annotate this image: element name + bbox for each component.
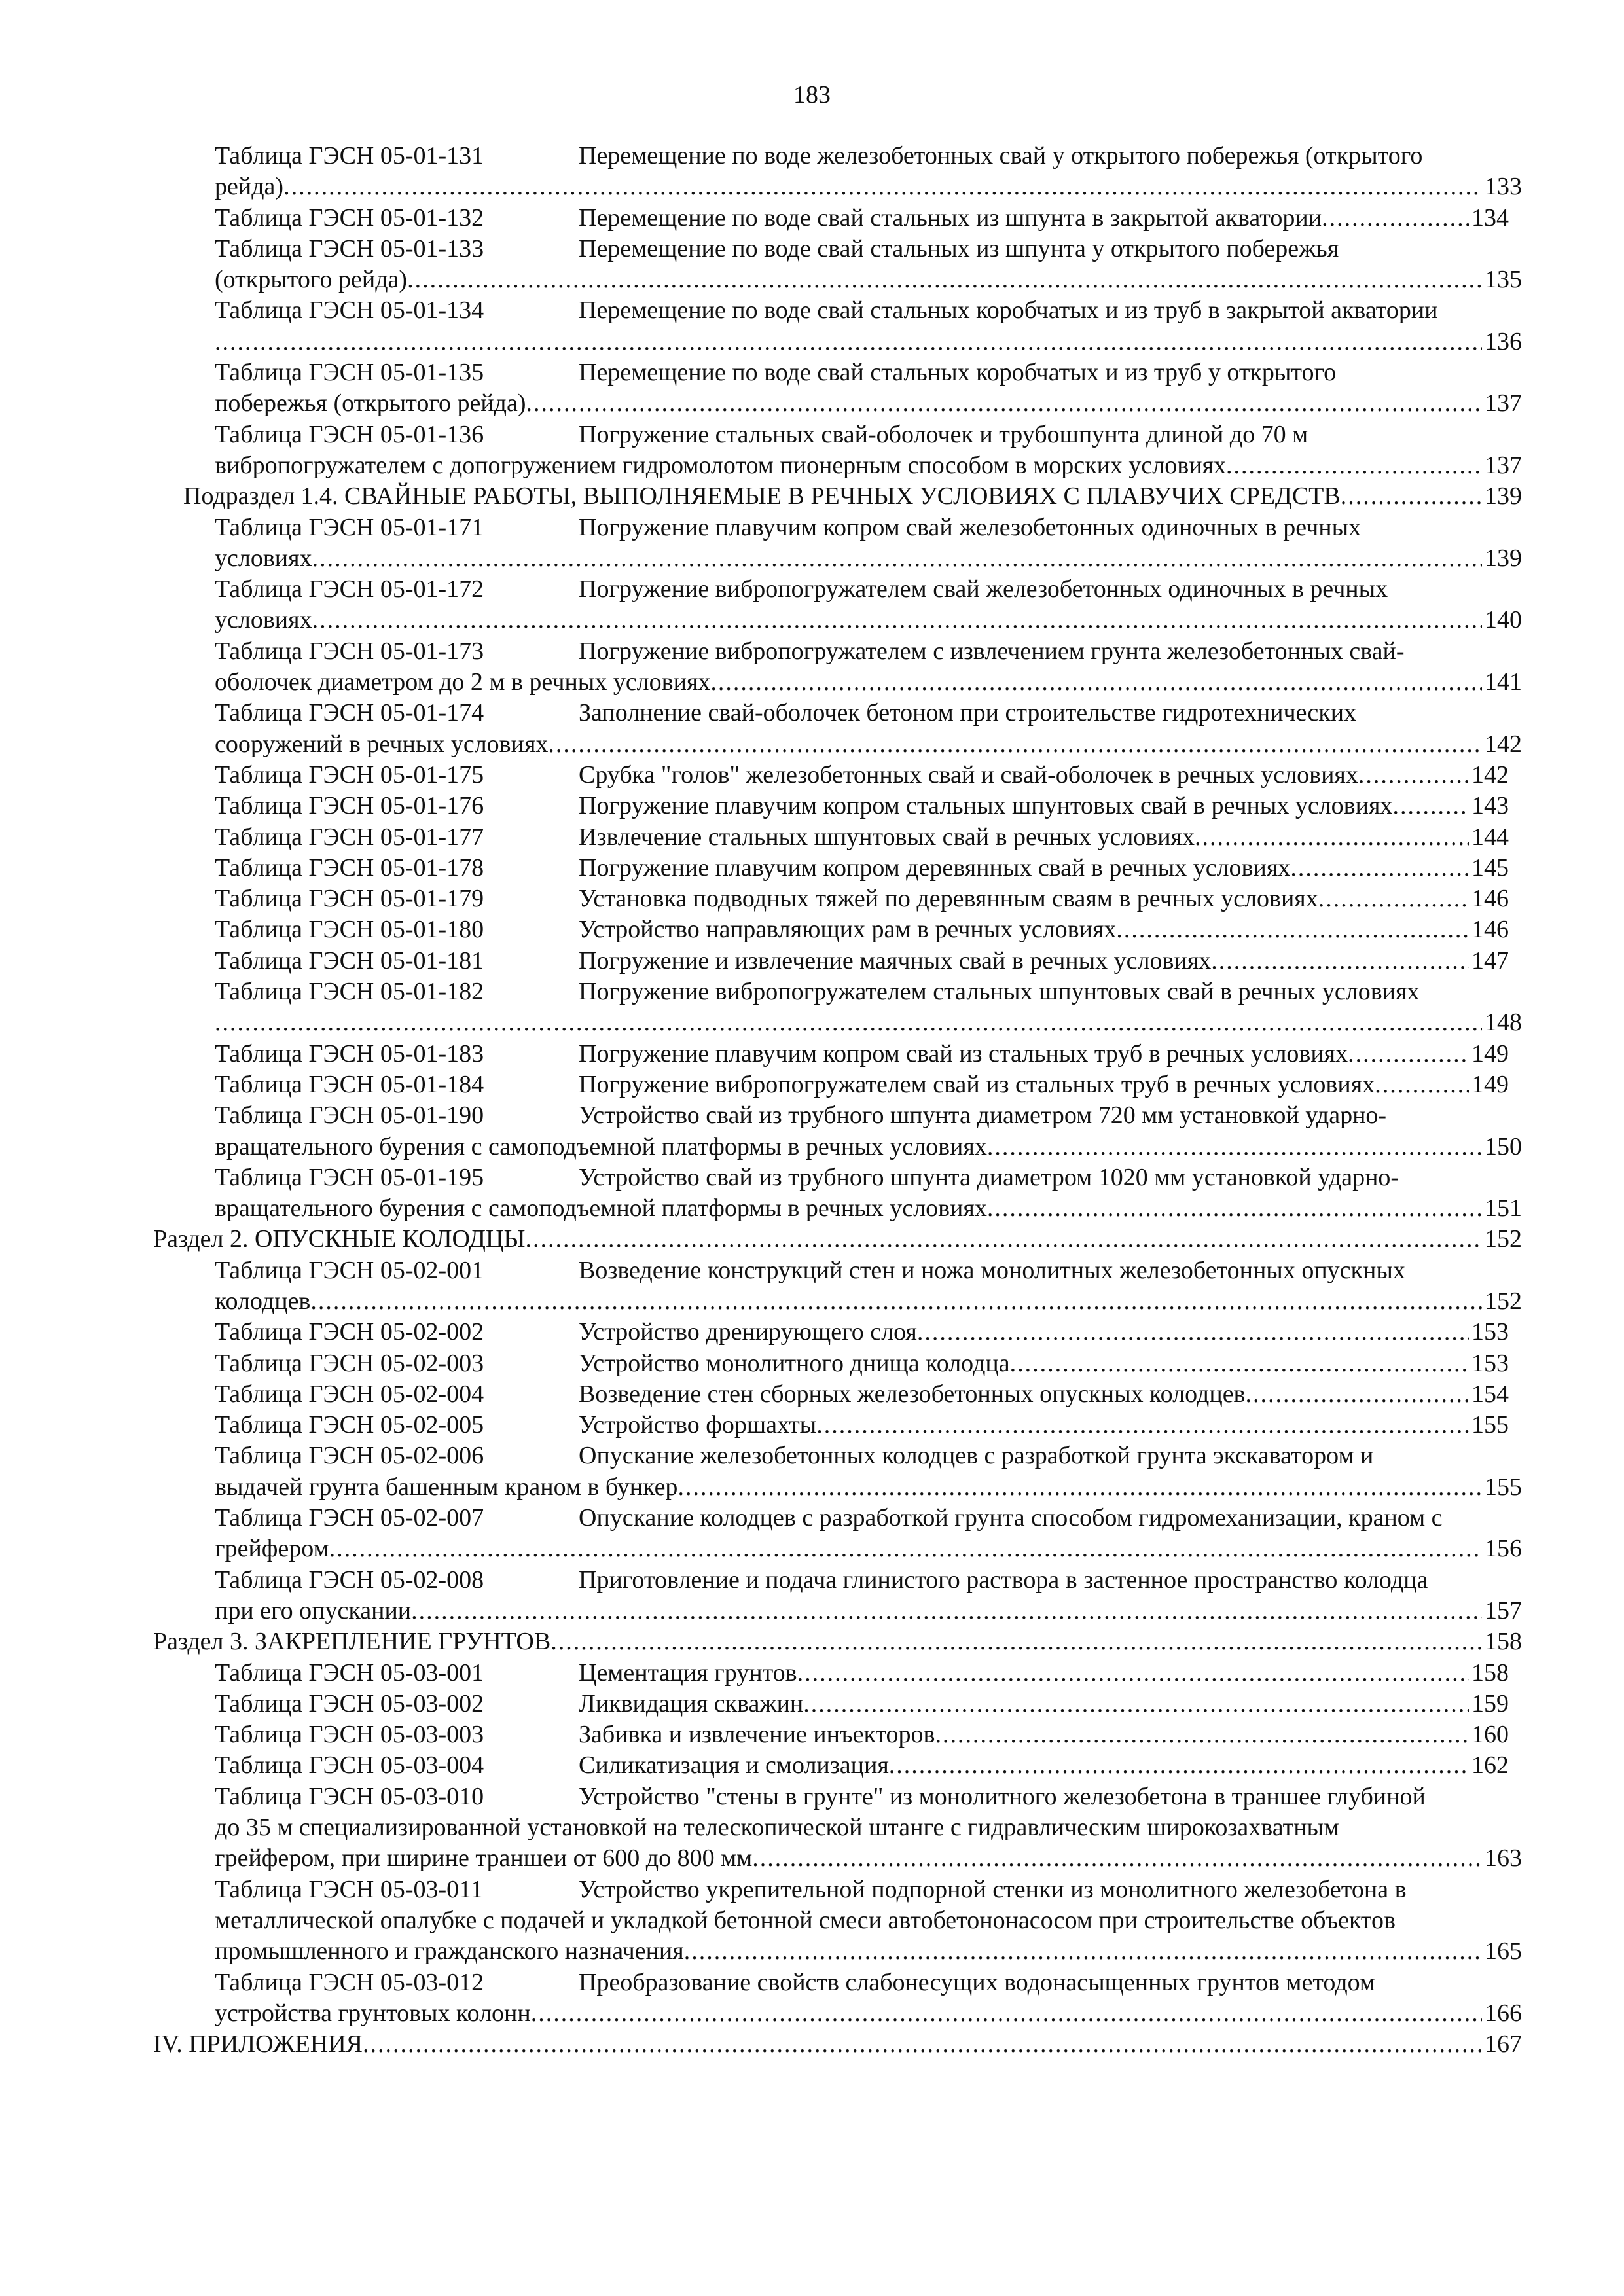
page-ref: 153 — [1471, 1318, 1509, 1346]
page-ref: 153 — [1471, 1349, 1509, 1377]
page-ref: 151 — [1485, 1194, 1522, 1223]
page-ref: 163 — [1485, 1844, 1522, 1873]
page-ref: 156 — [1485, 1535, 1522, 1563]
toc-entry[interactable] — [0, 1967, 1624, 2030]
entry-title: (открытого рейда) — [215, 266, 408, 294]
toc-line — [215, 1007, 1522, 1038]
table-code: Таблица ГЭСН 05-02-003 — [215, 1349, 484, 1377]
toc-line — [215, 171, 1522, 202]
table-code: Таблица ГЭСН 05-02-004 — [215, 1380, 484, 1408]
dot-leader — [917, 1317, 1469, 1348]
entry-title: при его опускании — [215, 1596, 412, 1624]
toc-line — [215, 1441, 1509, 1471]
entry-title: Возведение стен сборных железобетонных опускных колодцев — [579, 1380, 1246, 1408]
toc-line — [215, 914, 1509, 945]
dot-leader — [329, 1534, 1482, 1564]
dot-leader — [710, 667, 1482, 698]
entry-title: Устройство свай из трубного шпунта диаметром 1020 мм установкой ударно- — [579, 1163, 1399, 1191]
page-ref: 135 — [1485, 266, 1522, 294]
table-code: Таблица ГЭСН 05-01-195 — [215, 1163, 484, 1191]
page-ref: 133 — [1485, 173, 1522, 201]
entry-title: Погружение стальных свай-оболочек и трубошпунта длиной до 70 м — [579, 420, 1308, 448]
entry-title: Срубка "голов" железобетонных свай и свай-оболочек в речных условиях — [579, 761, 1358, 789]
toc-line — [215, 1998, 1522, 2029]
toc-line — [215, 388, 1522, 419]
toc-entry[interactable] — [0, 1039, 1624, 1069]
toc-line — [215, 760, 1509, 791]
entry-title: устройства грунтовых колонн — [215, 1999, 531, 2027]
page-ref: 146 — [1471, 916, 1509, 944]
entry-title: Устройство укрепительной подпорной стенки из монолитного железобетона в — [579, 1875, 1407, 1903]
toc-entry[interactable] — [0, 1441, 1624, 1503]
page-ref: 149 — [1471, 1039, 1509, 1067]
page-ref: 142 — [1471, 761, 1509, 789]
dot-leader — [363, 2029, 1482, 2060]
toc-entry[interactable] — [0, 1100, 1624, 1162]
toc-line — [153, 2029, 1522, 2060]
toc-line — [215, 1565, 1509, 1596]
toc-entry[interactable] — [0, 574, 1624, 636]
toc-line — [215, 1286, 1522, 1317]
entry-title: Раздел 2. ОПУСКНЫЕ КОЛОДЦЫ — [153, 1225, 526, 1253]
table-code: Таблица ГЭСН 05-01-177 — [215, 823, 484, 851]
page-ref: 144 — [1471, 823, 1509, 851]
dot-leader — [310, 1286, 1482, 1317]
toc-entry[interactable] — [0, 1782, 1624, 1874]
toc-line — [215, 327, 1522, 357]
page-ref: 155 — [1485, 1473, 1522, 1501]
toc-entry[interactable] — [0, 1719, 1624, 1750]
dot-leader — [1116, 914, 1469, 945]
table-code: Таблица ГЭСН 05-01-175 — [215, 761, 484, 789]
toc-line — [183, 481, 1522, 512]
dot-leader — [987, 1193, 1482, 1224]
page-ref: 159 — [1471, 1689, 1509, 1717]
page-ref: 165 — [1485, 1937, 1522, 1965]
dot-leader — [526, 1224, 1482, 1255]
toc-line — [215, 1132, 1522, 1162]
dot-leader — [1341, 481, 1482, 512]
table-code: Таблица ГЭСН 05-01-184 — [215, 1070, 484, 1098]
page-ref: 160 — [1471, 1721, 1509, 1749]
toc-line — [215, 1410, 1509, 1441]
table-code: Таблица ГЭСН 05-02-002 — [215, 1318, 484, 1346]
toc-entry[interactable] — [0, 1317, 1624, 1348]
dot-leader — [1246, 1379, 1469, 1410]
toc-line — [215, 946, 1509, 977]
toc-line — [215, 605, 1522, 636]
dot-leader — [1211, 946, 1469, 977]
page-ref: 154 — [1471, 1380, 1509, 1408]
toc-entry[interactable] — [0, 884, 1624, 914]
toc-line — [215, 1689, 1509, 1719]
table-code: Таблица ГЭСН 05-01-190 — [215, 1102, 484, 1130]
dot-leader — [548, 729, 1482, 760]
entry-title: Цементация грунтов — [579, 1659, 797, 1687]
page-ref: 158 — [1471, 1659, 1509, 1687]
page-ref: 152 — [1485, 1287, 1522, 1315]
table-code: Таблица ГЭСН 05-03-012 — [215, 1968, 484, 1996]
page-ref: 137 — [1485, 451, 1522, 479]
entry-title: Устройство свай из трубного шпунта диаметром 720 мм установкой ударно- — [579, 1102, 1387, 1130]
toc-entry[interactable] — [0, 698, 1624, 760]
dot-leader — [889, 1750, 1469, 1781]
toc-line — [215, 1843, 1522, 1874]
dot-leader — [684, 1936, 1482, 1967]
entry-title: Погружение и извлечение маячных свай в речных условиях — [579, 946, 1212, 975]
toc-line — [215, 512, 1509, 543]
toc-line — [215, 264, 1522, 295]
table-code: Таблица ГЭСН 05-02-007 — [215, 1504, 484, 1532]
dot-leader — [1195, 822, 1469, 853]
page-ref: 162 — [1471, 1751, 1509, 1780]
toc-line — [215, 420, 1509, 450]
dot-leader — [1318, 884, 1469, 914]
toc-entry[interactable] — [0, 481, 1624, 512]
toc-line — [215, 1255, 1509, 1286]
entry-title: Перемещение по воде свай стальных из шпунта в закрытой акватории — [579, 204, 1322, 232]
entry-title: Устройство направляющих рам в речных условиях — [579, 916, 1117, 944]
entry-title: Приготовление и подача глинистого раствора в застенное пространство колодца — [579, 1566, 1428, 1594]
toc-entry[interactable] — [0, 1348, 1624, 1379]
toc-line — [153, 1224, 1522, 1255]
toc-line — [215, 141, 1509, 171]
entry-title: Устройство монолитного днища колодца — [579, 1349, 1010, 1377]
dot-leader — [411, 1596, 1482, 1626]
dot-leader — [677, 1472, 1482, 1503]
table-code: Таблица ГЭСН 05-01-134 — [215, 296, 484, 325]
table-code: Таблица ГЭСН 05-03-002 — [215, 1689, 484, 1717]
toc-entry[interactable] — [0, 512, 1624, 575]
entry-title: Погружение вибропогружателем с извлечением грунта железобетонных свай- — [579, 637, 1405, 665]
dot-leader — [1348, 1039, 1469, 1069]
toc-line — [215, 1750, 1509, 1781]
table-code: Таблица ГЭСН 05-01-180 — [215, 916, 484, 944]
entry-title: вращательного бурения с самоподъемной платформы в речных условиях — [215, 1132, 987, 1160]
toc-line — [215, 884, 1509, 914]
dot-leader — [215, 1007, 1482, 1038]
toc-line — [215, 1596, 1522, 1626]
page-ref: 136 — [1485, 327, 1522, 355]
dot-leader — [531, 1998, 1482, 2029]
toc-entry[interactable] — [0, 1503, 1624, 1565]
dot-leader — [1358, 760, 1469, 791]
toc-line — [215, 574, 1509, 605]
page-number: 183 — [793, 81, 831, 109]
toc-line — [215, 234, 1509, 264]
table-code: Таблица ГЭСН 05-01-183 — [215, 1039, 484, 1067]
entry-title: выдачей грунта башенным краном в бункер — [215, 1473, 678, 1501]
entry-title: колодцев — [215, 1287, 311, 1315]
page-ref: 141 — [1485, 668, 1522, 696]
dot-leader — [1392, 791, 1469, 821]
entry-title: Погружение плавучим копром стальных шпунтовых свай в речных условиях — [579, 792, 1393, 820]
toc-line — [215, 1905, 1522, 1936]
page-ref: 145 — [1471, 853, 1509, 882]
toc-entry[interactable] — [0, 1069, 1624, 1100]
page-ref: 134 — [1471, 204, 1509, 232]
toc-line — [215, 1874, 1509, 1905]
toc-line — [215, 1503, 1509, 1534]
toc-entry[interactable] — [0, 946, 1624, 977]
toc-entry[interactable] — [0, 295, 1624, 357]
page-ref: 150 — [1485, 1132, 1522, 1160]
page-ref: 142 — [1485, 730, 1522, 758]
dot-leader — [283, 171, 1482, 202]
entry-title: Устройство форшахты — [579, 1411, 817, 1439]
dot-leader — [550, 1626, 1482, 1657]
toc-line — [215, 295, 1509, 326]
table-code: Таблица ГЭСН 05-02-005 — [215, 1411, 484, 1439]
toc-entry[interactable] — [0, 822, 1624, 853]
toc-line — [215, 1719, 1509, 1750]
page-ref: 148 — [1485, 1009, 1522, 1037]
toc-line — [215, 1069, 1509, 1100]
entry-title: Подраздел 1.4. СВАЙНЫЕ РАБОТЫ, ВЫПОЛНЯЕМЫЕ В РЕЧНЫХ УСЛОВИЯХ С ПЛАВУЧИХ СРЕДСТВ — [183, 482, 1341, 511]
page-ref: 140 — [1485, 606, 1522, 634]
page-ref: 149 — [1471, 1070, 1509, 1098]
entry-title: Перемещение по воде железобетонных свай у открытого побережья (открытого — [579, 142, 1423, 170]
page-ref: 152 — [1485, 1225, 1522, 1253]
entry-title: Установка подводных тяжей по деревянным сваям в речных условиях — [579, 885, 1318, 913]
toc-entry[interactable] — [0, 234, 1624, 296]
toc-entry[interactable] — [0, 977, 1624, 1039]
toc-line — [215, 729, 1522, 760]
toc-line — [215, 791, 1509, 821]
entry-title: Устройство "стены в грунте" из монолитного железобетона в траншее глубиной — [579, 1782, 1426, 1810]
table-code: Таблица ГЭСН 05-01-173 — [215, 637, 484, 665]
entry-title: сооружений в речных условиях — [215, 730, 549, 758]
entry-title: рейда) — [215, 173, 284, 201]
table-code: Таблица ГЭСН 05-02-006 — [215, 1442, 484, 1470]
toc-entry[interactable] — [0, 760, 1624, 791]
toc-line — [215, 977, 1509, 1007]
table-code: Таблица ГЭСН 05-03-003 — [215, 1721, 484, 1749]
toc-line — [215, 1100, 1509, 1131]
entry-title: побережья (открытого рейда) — [215, 389, 526, 418]
page-ref: 155 — [1471, 1411, 1509, 1439]
table-code: Таблица ГЭСН 05-01-178 — [215, 853, 484, 882]
toc-line — [215, 698, 1509, 728]
toc-line — [215, 450, 1522, 481]
page-ref: 147 — [1471, 946, 1509, 975]
entry-title: IV. ПРИЛОЖЕНИЯ — [153, 2030, 363, 2058]
toc-entry[interactable] — [0, 1224, 1624, 1255]
toc-line — [215, 1348, 1509, 1379]
table-code: Таблица ГЭСН 05-01-176 — [215, 792, 484, 820]
entry-title: Преобразование свойств слабонесущих водонасыщенных грунтов методом — [579, 1968, 1375, 1996]
entry-title: условиях — [215, 606, 312, 634]
entry-title: Погружение плавучим копром свай железобетонных одиночных в речных — [579, 513, 1362, 541]
entry-title: Возведение конструкций стен и ножа монолитных железобетонных опускных — [579, 1256, 1405, 1284]
page-ref: 139 — [1485, 482, 1522, 511]
table-code: Таблица ГЭСН 05-01-136 — [215, 420, 484, 448]
dot-leader — [526, 388, 1482, 419]
dot-leader — [935, 1719, 1470, 1750]
toc-line — [215, 667, 1522, 698]
toc-entry[interactable] — [0, 791, 1624, 821]
toc-line — [215, 357, 1509, 388]
toc-line — [215, 1936, 1522, 1967]
dot-leader — [1226, 450, 1482, 481]
entry-title: промышленного и гражданского назначения — [215, 1937, 684, 1965]
dot-leader — [407, 264, 1482, 295]
page-ref: 158 — [1485, 1628, 1522, 1656]
entry-title: металлической опалубке с подачей и укладкой бетонной смеси автобетононасосом при строительстве объектов — [215, 1906, 1396, 1934]
table-code: Таблица ГЭСН 05-01-131 — [215, 142, 484, 170]
page-ref: 143 — [1471, 792, 1509, 820]
toc-entry[interactable] — [0, 853, 1624, 884]
table-code: Таблица ГЭСН 05-01-182 — [215, 978, 484, 1006]
toc-line — [215, 203, 1509, 234]
toc-entry[interactable] — [0, 357, 1624, 420]
toc-line — [215, 1317, 1509, 1348]
toc-entry[interactable] — [0, 203, 1624, 234]
dot-leader — [816, 1410, 1469, 1441]
toc-entry[interactable] — [0, 1874, 1624, 1967]
dot-leader — [987, 1132, 1482, 1162]
table-code: Таблица ГЭСН 05-01-133 — [215, 234, 484, 262]
toc-line — [215, 1782, 1509, 1812]
dot-leader — [803, 1689, 1469, 1719]
entry-title: Погружение плавучим копром деревянных свай в речных условиях — [579, 853, 1291, 882]
entry-title: Силикатизация и смолизация — [579, 1751, 889, 1780]
entry-title: Перемещение по воде свай стальных из шпунта у открытого побережья — [579, 234, 1339, 262]
entry-title: вращательного бурения с самоподъемной платформы в речных условиях — [215, 1194, 987, 1223]
entry-title: Погружение вибропогружателем свай железобетонных одиночных в речных — [579, 575, 1388, 603]
entry-title: вибропогружателем с допогружением гидромолотом пионерным способом в морских условиях — [215, 451, 1227, 479]
page-ref: 167 — [1485, 2030, 1522, 2058]
toc-entry[interactable] — [0, 420, 1624, 482]
entry-title: Устройство дренирующего слоя — [579, 1318, 917, 1346]
toc-entry[interactable] — [0, 1750, 1624, 1781]
table-code: Таблица ГЭСН 05-02-001 — [215, 1256, 484, 1284]
toc-line — [215, 1379, 1509, 1410]
table-code: Таблица ГЭСН 05-01-171 — [215, 513, 484, 541]
dot-leader — [752, 1843, 1482, 1874]
toc-line — [215, 1039, 1509, 1069]
toc-entry[interactable] — [0, 1626, 1624, 1657]
entry-title: условиях — [215, 544, 312, 572]
toc-line — [215, 1658, 1509, 1689]
page-ref: 137 — [1485, 389, 1522, 418]
page-ref: 166 — [1485, 1999, 1522, 2027]
toc-entry[interactable] — [0, 1565, 1624, 1627]
toc-line — [153, 1626, 1522, 1657]
entry-title: грейфером, при ширине траншеи от 600 до 800 мм — [215, 1844, 753, 1873]
entry-title: Погружение вибропогружателем стальных шпунтовых свай в речных условиях — [579, 978, 1420, 1006]
toc-entry[interactable] — [0, 1379, 1624, 1410]
page-ref: 157 — [1485, 1596, 1522, 1624]
toc-line — [215, 853, 1509, 884]
toc-entry[interactable] — [0, 141, 1624, 203]
table-code: Таблица ГЭСН 05-01-172 — [215, 575, 484, 603]
entry-title: Раздел 3. ЗАКРЕПЛЕНИЕ ГРУНТОВ — [153, 1628, 551, 1656]
entry-title: Перемещение по воде свай стальных коробчатых и из труб в закрытой акватории — [579, 296, 1438, 325]
toc-entry[interactable] — [0, 636, 1624, 698]
entry-title: Забивка и извлечение инъекторов — [579, 1721, 935, 1749]
entry-title: грейфером — [215, 1535, 329, 1563]
toc-entry[interactable] — [0, 1689, 1624, 1719]
toc-line — [215, 1967, 1509, 1998]
table-code: Таблица ГЭСН 05-01-179 — [215, 885, 484, 913]
table-code: Таблица ГЭСН 05-01-174 — [215, 699, 484, 727]
dot-leader — [312, 605, 1482, 636]
dot-leader — [1290, 853, 1469, 884]
toc-line — [215, 543, 1522, 574]
dot-leader — [312, 543, 1482, 574]
entry-title: Погружение вибропогружателем свай из стальных труб в речных условиях — [579, 1070, 1375, 1098]
table-code: Таблица ГЭСН 05-02-008 — [215, 1566, 484, 1594]
toc-line — [215, 1534, 1522, 1564]
table-of-contents — [0, 141, 1624, 2060]
entry-title: Извлечение стальных шпунтовых свай в речных условиях — [579, 823, 1195, 851]
entry-title: Опускание колодцев с разработкой грунта способом гидромеханизации, краном с — [579, 1504, 1443, 1532]
dot-leader — [1322, 203, 1469, 234]
toc-entry[interactable] — [0, 914, 1624, 945]
page-ref: 139 — [1485, 544, 1522, 572]
toc-line — [215, 822, 1509, 853]
entry-title: Опускание железобетонных колодцев с разработкой грунта экскаватором и — [579, 1442, 1374, 1470]
entry-title: Ликвидация скважин — [579, 1689, 804, 1717]
dot-leader — [1375, 1069, 1469, 1100]
table-code: Таблица ГЭСН 05-03-004 — [215, 1751, 484, 1780]
dot-leader — [1010, 1348, 1469, 1379]
dot-leader — [797, 1658, 1469, 1689]
entry-title: оболочек диаметром до 2 м в речных условиях — [215, 668, 711, 696]
table-code: Таблица ГЭСН 05-01-132 — [215, 204, 484, 232]
toc-line — [215, 1812, 1522, 1843]
page-ref: 146 — [1471, 885, 1509, 913]
toc-entry[interactable] — [0, 1162, 1624, 1225]
toc-entry[interactable] — [0, 1658, 1624, 1689]
toc-entry[interactable] — [0, 1410, 1624, 1441]
entry-title: Заполнение свай-оболочек бетоном при строительстве гидротехнических — [579, 699, 1357, 727]
table-code: Таблица ГЭСН 05-03-001 — [215, 1659, 484, 1687]
entry-title: Погружение плавучим копром свай из стальных труб в речных условиях — [579, 1039, 1348, 1067]
toc-line — [215, 1472, 1522, 1503]
toc-entry[interactable] — [0, 2029, 1624, 2060]
entry-title: Перемещение по воде свай стальных коробчатых и из труб у открытого — [579, 359, 1337, 387]
toc-line — [215, 1193, 1522, 1224]
toc-line — [215, 1162, 1509, 1193]
table-code: Таблица ГЭСН 05-03-011 — [215, 1875, 483, 1903]
table-code: Таблица ГЭСН 05-03-010 — [215, 1782, 484, 1810]
toc-entry[interactable] — [0, 1255, 1624, 1318]
dot-leader — [215, 327, 1482, 357]
table-code: Таблица ГЭСН 05-01-181 — [215, 946, 484, 975]
table-code: Таблица ГЭСН 05-01-135 — [215, 359, 484, 387]
toc-line — [215, 636, 1509, 667]
entry-title: до 35 м специализированной установкой на телескопической штанге с гидравлическим широкозахватным — [215, 1814, 1340, 1842]
